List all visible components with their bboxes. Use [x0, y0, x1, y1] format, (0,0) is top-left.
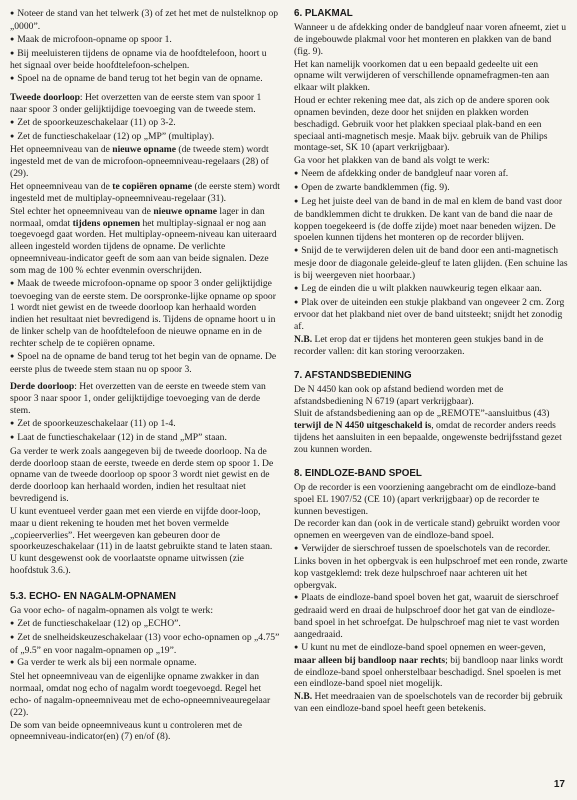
- section-5-3-heading: 5.3. ECHO- EN NAGALM-OPNAMEN: [10, 590, 177, 602]
- bullet-headphone-monitor: ● Bij meeluisteren tijdens de opname via de hoofdtelefoon, hoort u het signaal over beide hoofdtelefoon-schelpen.: [10, 48, 280, 73]
- splice-intro: Wanneer u de afdekking onder de bandgleuf naar voren afneemt, ziet u de ingebouwde plakmal voor het monteren en plakken van de band (fig. 9).: [294, 22, 566, 57]
- copy-recording-level-paragraph: Het opneemniveau van de te copiëren opname (de eerste stem) wordt ingesteld met de multiplay-opneemniveau-regelaar (31).: [10, 180, 280, 204]
- bullet-apply-tape: ● Plak over de uiteinden een stukje plakband van ongeveer 2 cm. Zorg ervoor dat het plakband niet over de band uitsteekt; snijdt het zonodig af.: [294, 297, 568, 334]
- bullet-note-counter: ● Noteer de stand van het telwerk (3) of zet het met de nulstelknop op „0000”.: [10, 8, 280, 33]
- bullet-normal-recording: ● Ga verder te werk als bij een normale opname.: [10, 657, 280, 670]
- echo-intro: Ga voor echo- of nagalm-opnamen als volgt te werk:: [10, 604, 214, 616]
- new-recording-level-paragraph: Het opneemniveau van de nieuwe opname (de tweede stem) wordt ingesteld met de van de microfoon-opneemniveau-regelaars (28) of (29).: [10, 144, 269, 180]
- bullet-cut-tape: ● Snijd de te verwijderen delen uit de band door een anti-magnetisch mesje door de diagonale geleide-gleuf te laten glijden. (Een schuine las is bij weergeven niet hoorbaar.): [294, 245, 568, 282]
- second-pass-label: Tweede doorloop: [10, 92, 80, 104]
- section-7-heading: 7. AFSTANDSBEDIENING: [294, 369, 412, 381]
- second-pass-paragraph: Tweede doorloop: Het overzetten van de eerste stem van spoor 1 naar spoor 3 onder gelijktijdige toevoeging van de tweede stem.: [10, 92, 262, 115]
- bullet-rewind-second: ● Spoel na de opname de band terug tot het begin van de opname. De eerste plus de tweede stem staan nu op spoor 3.: [10, 351, 280, 376]
- splice-warning: Houd er echter rekening mee dat, als zich op de andere sporen ook opnamen bevinden, deze door het snijden en plakken worden beschadigd. Gebruik voor het plakken speciaal plak-band en een speciaal anti-magnetisch mesje. Maak bijv. gebruik van de Philips montage-set, SK 10 (apart verkrijgbaar).: [294, 95, 550, 154]
- bullet-align-ends: ● Leg de einden die u wilt plakken nauwkeurig tegen elkaar aan.: [294, 283, 568, 296]
- left-column: [10, 8, 280, 744]
- bullet-open-clamps: ● Open de zwarte bandklemmen (fig. 9).: [294, 182, 568, 195]
- bullet-remove-screw: ● Verwijder de sierschroef tussen de spoelschotels van de recorder. Links boven in het opbergvak is een hulpschroef met een ronde, zwarte kop vastgeklemd: trek deze hulpschroef naar achteren uit het opbergvak.: [294, 543, 568, 591]
- endless-usage: De recorder kan dan (ook in de verticale stand) gebruikt worden voor opnemen en weergeven van de eindloze-band spoel.: [294, 518, 561, 542]
- right-column: [294, 8, 568, 716]
- section-6-heading: 6. PLAKMAL: [294, 8, 353, 19]
- echo-level-paragraph: Stel het opneemniveau van de eigenlijke opname zwakker in dan normaal, omdat nog echo of nagalm wordt toegevoegd. Regel het echo- of nagalm-opneemniveau met de echo-opneemniveauregelaar (22).: [10, 671, 271, 718]
- bullet-function-echo: ● Zet de functieschakelaar (12) op „ECHO”.: [10, 618, 280, 631]
- echo-sum-paragraph: De som van beide opneemniveaus kunt u controleren met de opneemniveau-indicator(en) (7) en/of (8).: [10, 719, 243, 743]
- bullet-mic-recording: ● Maak de microfoon-opname op spoor 1.: [10, 34, 280, 47]
- third-pass-continue-paragraph: Ga verder te werk zoals aangegeven bij de tweede doorloop. Na de derde doorloop staan de eerste, tweede en derde stem op spoor 1. De opname van de tweede doorloop op spoor 3 wordt niet gewist en de derde doorloop kan herhaald worden, indien het resultaat niet bevredigend is.: [10, 445, 274, 505]
- section-8-heading: 8. EINDLOZE-BAND SPOEL: [294, 467, 422, 479]
- bullet-speed-selector: ● Zet de snelheidskeuzeschakelaar (13) voor echo-opnamen op „4.75” of „9.5” en voor nagalm-opnamen op „19”.: [10, 632, 280, 657]
- bullet-keep-mp: ● Laat de functieschakelaar (12) in de stand „MP” staan.: [10, 432, 280, 445]
- level-note-paragraph: Stel echter het opneemniveau van de nieuwe opname lager in dan normaal, omdat tijdens opnemen het multiplay-signaal er nog aan toegevoegd gaat worden. Het multiplay-opneem-niveau kan uiteraard alleen ingesteld worden tijdens de opname. De verlichte opneemniveau-indicator geeft de som aan van beide signalen. Deze som mag de 100 % echter evenmin overschrijden.: [10, 205, 277, 276]
- page-number: 17: [553, 779, 565, 790]
- bullet-place-tape: ● Leg het juiste deel van de band in de mal en klem de band vast door de bandklemmen dicht te drukken. De kant van de band die naar de koppen toegekeerd is (de doffe zijde) moet naar beneden wijzen. De spoelen kunnen tijdens het monteren op de recorder blijven.: [294, 196, 568, 244]
- bullet-second-mic-recording: ● Maak de tweede microfoon-opname op spoor 3 onder gelijktijdige toevoeging van de eerste stem. De oorspronke-lijke opname op spoor 1 wordt niet gewist en de tweede doorloop kan herhaald worden indien het resultaat niet bevredigend is. Tijdens de opname hoort u in de linker schelp van de hoofdtelefoon de nieuwe opname en in de rechter schelp de te copiëren opname.: [10, 278, 280, 350]
- bullet-track-selector-1-4: ● Zet de spoorkeuzeschakelaar (11) op 1-4.: [10, 418, 280, 431]
- bullet-function-mp: ● Zet de functieschakelaar (12) op „MP” (multiplay).: [10, 131, 280, 144]
- third-pass-label: Derde doorloop: [10, 381, 75, 393]
- third-pass-paragraph: Derde doorloop: Het overzetten van de eerste en tweede stem van spoor 3 naar spoor 1, onder gelijktijdige toevoeging van de derde stem.: [10, 381, 266, 417]
- further-passes-paragraph: U kunt eventueel verder gaan met een vierde en vijfde door-loop, maar u dient rekening te houden met het boven vermelde „copieerverlies”. Het weergeven kan gebeuren door de spoorkeuzeschakelaar (11) in de laatst gebruikte stand te laten staan. U kunt desgewenst ook de voorlaatste opname uitwissen (zie hoofdstuk 3.6.).: [10, 505, 273, 577]
- remote-intro: De N 4450 kan ook op afstand bediend worden met de afstandsbediening N 6719 (apart verkrijgbaar).: [294, 383, 504, 407]
- bullet-remove-cover: ● Neem de afdekking onder de bandgleuf naar voren af.: [294, 168, 568, 181]
- endless-intro: Op de recorder is een voorziening aangebracht om de eindloze-band spoel EL 1907/52 (CE 10) (apart verkrijgbaar) op de recorder te kunnen bevestigen.: [294, 481, 556, 517]
- splice-steps-intro: Ga voor het plakken van de band als volgt te werk:: [294, 155, 490, 167]
- remote-connect: Sluit de afstandsbediening aan op de „REMOTE”-aansluitbus (43) terwijl de N 4450 uitgeschakeld is, omdat de recorder anders reeds tijdens het aansluiten in een bepaalde, ongewenste bedrijfsstand gezet zou kunnen worden.: [294, 408, 562, 455]
- bullet-track-selector-3-2: ● Zet de spoorkeuzeschakelaar (11) op 3-2.: [10, 117, 280, 130]
- endless-note: N.B. Het meedraaien van de spoelschotels van de recorder bij gebruik van een eindloze-band spoel heeft geen betekenis.: [294, 691, 563, 715]
- bullet-rewind: ● Spoel na de opname de band terug tot het begin van de opname.: [10, 73, 280, 86]
- splice-note: N.B. Let erop dat er tijdens het monteren geen stukjes band in de recorder vallen: dit kan storing veroorzaken.: [294, 334, 544, 357]
- splice-reason: Het kan namelijk voorkomen dat u een bepaald gedeelte uit een opname wilt verwijderen of verschillende opnamefragmen-ten aan elkaar wilt plakken.: [294, 58, 550, 94]
- bullet-record-playback: ● U kunt nu met de eindloze-band spoel opnemen en weer-geven, maar alleen bij bandloop naar rechts; bij bandloop naar links wordt de eindloze-band spoel onherstelbaar beschadigd. Snel spoelen is met een eindloze-band spoel niet mogelijk.: [294, 642, 568, 690]
- bullet-place-reel: ● Plaats de eindloze-band spoel boven het gat, waaruit de sierschroef gedraaid werd en draai de hulpschroef door het gat van de eindloze-band spoel in het schroefgat. De hulpschroef mag niet te vast worden aangedraaid.: [294, 592, 568, 640]
